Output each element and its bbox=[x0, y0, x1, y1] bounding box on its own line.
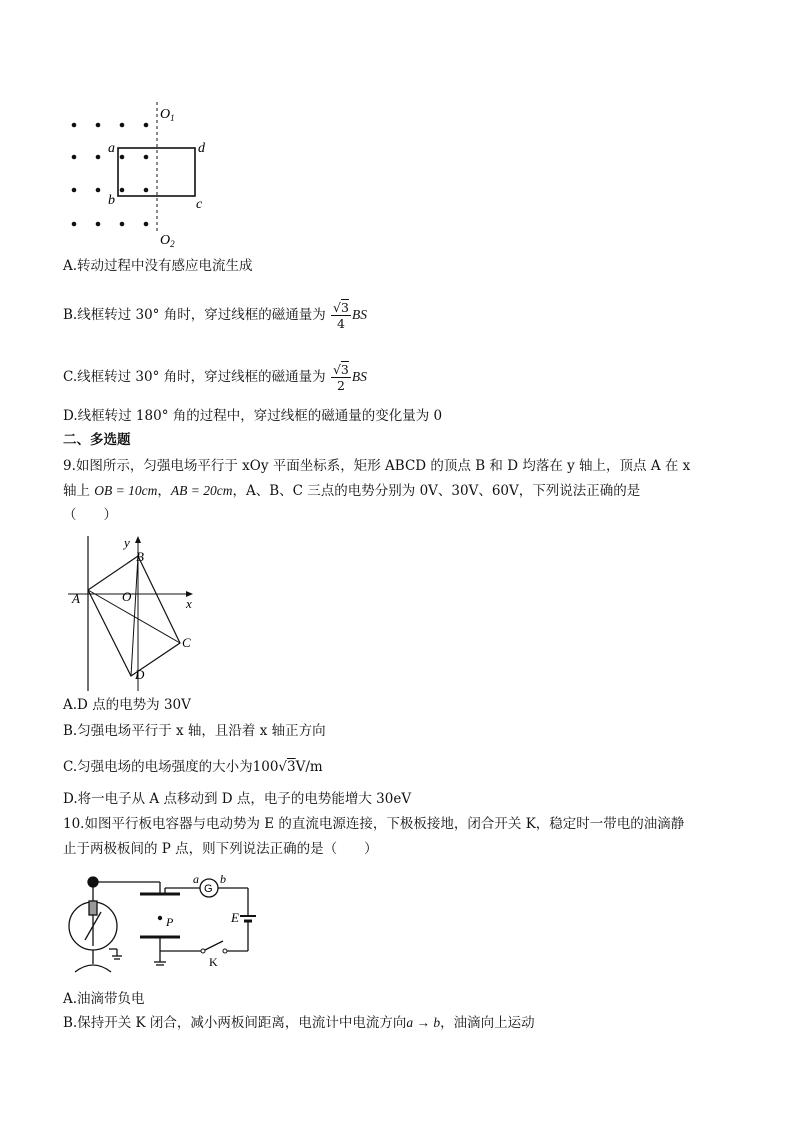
q8-option-d: D.线框转过 180° 角的过程中，穿过线框的磁通量的变化量为 0 bbox=[63, 408, 443, 424]
label-P: P bbox=[166, 915, 174, 929]
label-G: G bbox=[204, 883, 213, 895]
label-K: K bbox=[209, 955, 218, 969]
label-o2: $O_2$ bbox=[160, 233, 175, 249]
fraction-sqrt3-over-2: $\frac{√3}{2}$ bbox=[332, 362, 349, 393]
label-y: y bbox=[124, 535, 130, 550]
q9-stem-line2: 轴上 OB = 10cm，AB = 20cm，A、B、C 三点的电势分别为 0V、30V、60V，下列说法正确的是 bbox=[63, 483, 641, 499]
label-a: a bbox=[193, 872, 199, 886]
label-A: A bbox=[72, 591, 80, 606]
label-d: d bbox=[198, 141, 205, 156]
capacitor-circuit-figure bbox=[65, 866, 275, 981]
q9-option-a: A.D 点的电势为 30V bbox=[63, 697, 191, 713]
q8-option-b: B.线框转过 30° 角时，穿过线框的磁通量为 $\frac{√3}{4}$ BS bbox=[63, 300, 367, 331]
q10-stem-line2: 止于两极板间的 P 点，则下列说法正确的是（ ） bbox=[63, 841, 378, 857]
q10-option-a: A.油滴带负电 bbox=[63, 991, 145, 1007]
label-C: C bbox=[182, 635, 191, 650]
label-B: B bbox=[136, 549, 144, 564]
label-a: a bbox=[108, 141, 115, 156]
q9-stem-line3: （ ） bbox=[63, 507, 117, 523]
label-b: b bbox=[108, 193, 115, 208]
fraction-sqrt3-over-4: $\frac{√3}{4}$ bbox=[333, 300, 349, 331]
rectangle-coordinate-figure bbox=[68, 533, 198, 693]
diagonal-bd bbox=[131, 556, 138, 676]
label-D: D bbox=[135, 667, 145, 682]
label-b: b bbox=[220, 872, 226, 886]
q9-option-d: D.将一电子从 A 点移动到 D 点，电子的电势能增大 30eV bbox=[63, 791, 412, 807]
q10-option-b: B.保持开关 K 闭合，减小两板间距离，电流计中电流方向a → b，油滴向上运动 bbox=[63, 1015, 535, 1031]
q9-stem-line1: 9.如图所示，匀强电场平行于 xOy 平面坐标系，矩形 ABCD 的顶点 B 和 D 均落在 y 轴上，顶点 A 在 x bbox=[63, 458, 691, 474]
label-o1: $O_1$ bbox=[160, 107, 175, 123]
q10-stem-line1: 10.如图平行板电容器与电动势为 E 的直流电源连接，下极板接地，闭合开关 K，稳定时一带电的油滴静 bbox=[63, 816, 685, 832]
section-heading: 二、多选题 bbox=[63, 432, 131, 448]
q9-option-c: C.匀强电场的电场强度的大小为100√3V/m bbox=[63, 759, 323, 775]
q8-option-c: C.线框转过 30° 角时，穿过线框的磁通量为 $\frac{√3}{2}$ BS bbox=[63, 362, 367, 393]
q8-option-a: A.转动过程中没有感应电流生成 bbox=[63, 258, 253, 274]
q9-option-b: B.匀强电场平行于 x 轴，且沿着 x 轴正方向 bbox=[63, 723, 326, 739]
label-O: O bbox=[122, 589, 132, 604]
label-E: E bbox=[231, 910, 239, 925]
oil-drop bbox=[158, 916, 162, 920]
y-arrow-icon bbox=[135, 536, 141, 543]
label-x: x bbox=[186, 596, 192, 611]
label-c: c bbox=[196, 197, 203, 212]
field-dots bbox=[72, 123, 149, 227]
switch-k bbox=[203, 941, 223, 951]
magnetic-field-figure bbox=[60, 98, 220, 250]
